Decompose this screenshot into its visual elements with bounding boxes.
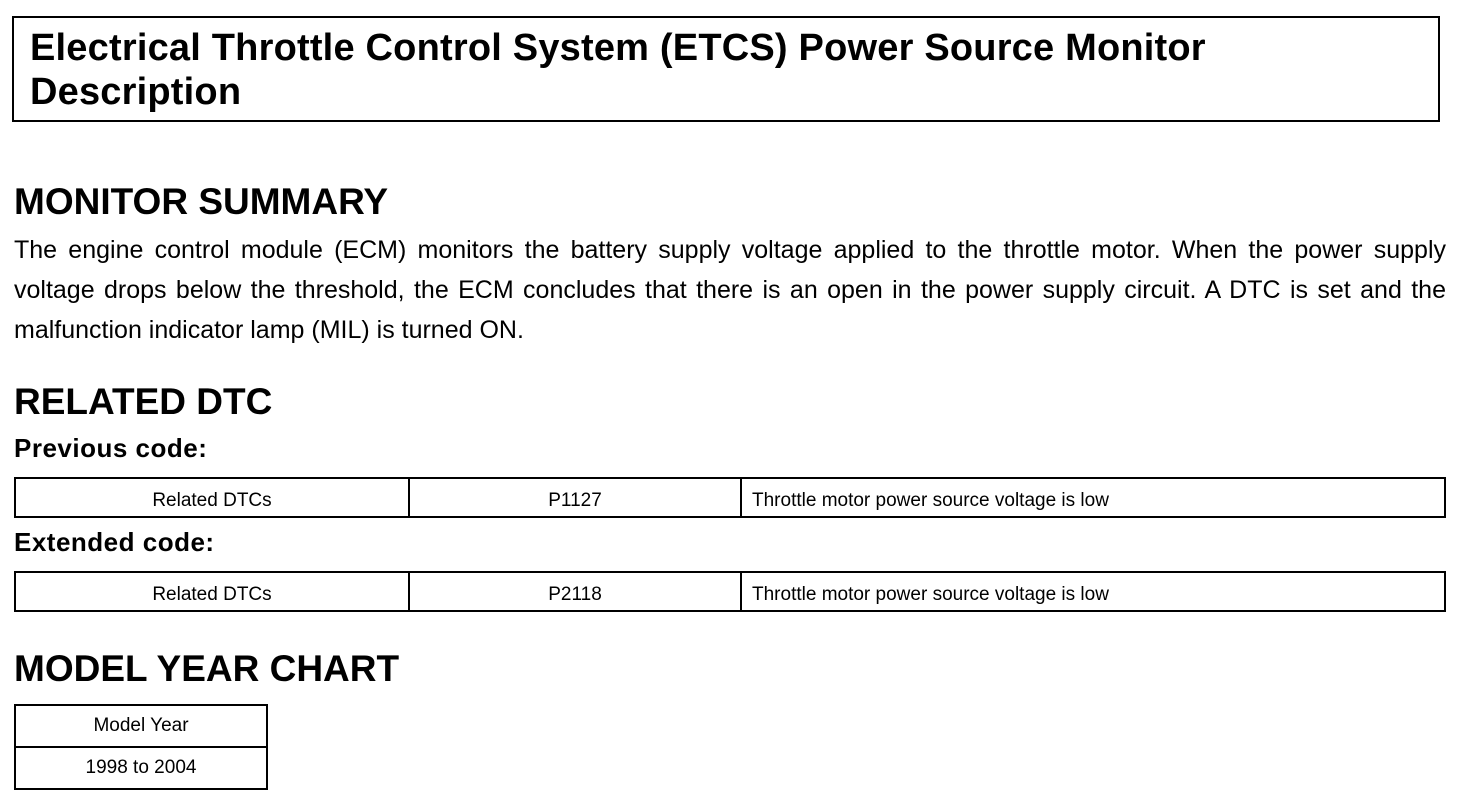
extended-code-table [14, 571, 1446, 612]
table-cell-label: Related DTCs [15, 572, 409, 611]
table-row [15, 747, 267, 789]
model-year-value: 1998 to 2004 [15, 747, 267, 789]
table-cell-code: P2118 [409, 572, 741, 611]
extended-code-label: Extended code: [14, 527, 215, 557]
table-cell-code: P1127 [409, 478, 741, 517]
table-row [15, 705, 267, 747]
table-cell-label: Related DTCs [15, 478, 409, 517]
table-cell-description: Throttle motor power source voltage is low [741, 478, 1445, 517]
table-row [15, 478, 1445, 517]
table-row [15, 572, 1445, 611]
monitor-summary-heading: MONITOR SUMMARY [14, 181, 389, 222]
model-year-table [14, 704, 268, 790]
table-cell-description: Throttle motor power source voltage is low [741, 572, 1445, 611]
page-title: Electrical Throttle Control System (ETCS) Power Source Monitor Description [30, 27, 1206, 113]
previous-code-table [14, 477, 1446, 518]
previous-code-label: Previous code: [14, 433, 208, 463]
related-dtc-heading: RELATED DTC [14, 381, 273, 422]
title-box [12, 16, 1440, 122]
monitor-summary-text: The engine control module (ECM) monitors the battery supply voltage applied to the throttle motor. When the power supply voltage drops below the threshold, the ECM concludes that there is an open in the power supply circuit. A DTC is set and the malfunction indicator lamp (MIL) is turned ON. [14, 236, 1446, 344]
model-year-chart-heading: MODEL YEAR CHART [14, 648, 400, 689]
model-year-header: Model Year [15, 705, 267, 747]
